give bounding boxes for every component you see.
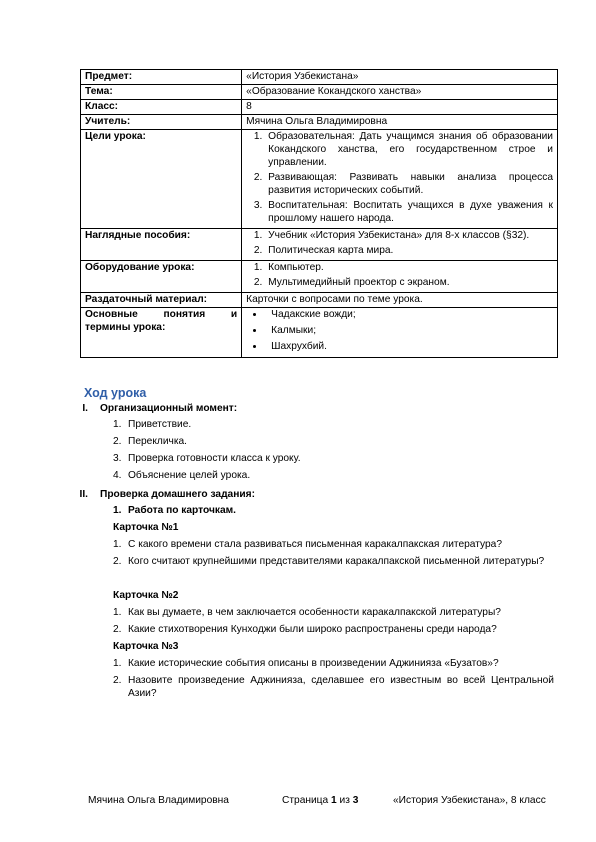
aids-value [242,229,558,261]
list-item: • Чадакские вожди; [265,308,553,321]
table-row [81,85,558,100]
card-title [0,589,596,606]
lesson-flow-heading: Ход урока [84,386,147,400]
item-text: Назовите произведение Аджинияза, сделавшее его известным во всей Центральной Азии? [128,675,554,699]
item-number: 3. [113,453,122,464]
list-item: 1. Учебник «История Узбекистана» для 8-х классов (§32). [265,229,553,242]
list-item: 2. Развивающая: Развивать навыки анализа процесса развития исторических событий. [265,171,553,197]
page-number: 1 [331,795,337,806]
terms-label-word: и [230,309,238,320]
item-text: Работа по карточкам. [128,505,237,516]
item-text: Как вы думаете, в чем заключается особенности каракалпакской литературы? [128,607,501,618]
section-heading [0,402,596,418]
item-number: 1. [113,607,122,618]
list-item: 3. Воспитательная: Воспитать учащихся в духе уважения к прошлому нашего народа. [265,199,553,225]
item-text: Перекличка. [128,436,188,447]
list-item: 2. Политическая карта мира. [265,244,553,257]
of-word: из [339,795,350,806]
item-text: Кого считают крупнейшими представителями каракалпакской письменной литературы? [128,556,545,567]
equipment-list [246,261,553,289]
table-row [81,100,558,115]
table-row [81,261,558,293]
item-text: Объяснение целей урока. [128,470,251,481]
terms-label-word: Основные [85,309,138,320]
page-word: Страница [282,795,329,806]
aids-label: Наглядные пособия: [81,229,242,261]
table-row [81,229,558,261]
item-number: 1. [113,539,122,550]
topic-label: Тема: [81,85,242,100]
terms-list [246,308,553,353]
footer-page-counter [282,795,358,806]
section-title: Организационный момент: [100,403,238,414]
lesson-flow [0,402,596,708]
table-row [81,130,558,229]
terms-value [242,308,558,358]
card-title-text: Карточка №2 [113,590,179,601]
page-total: 3 [352,795,359,806]
terms-label [81,308,242,358]
terms-label-line [85,308,237,321]
table-row [81,115,558,130]
item-number: 4. [113,470,122,481]
terms-label-line: термины урока: [85,322,166,333]
item-number: 2. [113,624,122,635]
list-item: • Калмыки; [265,324,553,337]
list-item: 1. Компьютер. [265,261,553,274]
equipment-value [242,261,558,293]
table-row [81,70,558,85]
list-item [0,418,596,435]
card-title-text: Карточка №3 [113,641,179,652]
section-heading [0,488,596,504]
section-number: II. [79,489,88,500]
table-row [81,308,558,358]
grade-value: 8 [242,100,558,115]
item-number: 2. [113,675,122,686]
item-text: Какие стихотворения Кунходжи были широко распространены среди народа? [128,624,497,635]
item-number: 2. [113,556,122,567]
footer-author: Мячина Ольга Владимировна [88,795,229,806]
terms-label-word: понятия [163,309,206,320]
subject-label: Предмет: [81,70,242,85]
card-title [0,521,596,538]
table-row [81,293,558,308]
list-item: 2. Мультимедийный проектор с экраном. [265,276,553,289]
lesson-info-table [80,69,558,358]
item-number: 1. [113,658,122,669]
item-text: Проверка готовности класса к уроку. [128,453,301,464]
item-number: 1. [113,505,122,516]
list-item: • Шахрухбий. [265,340,553,353]
item-text: С какого времени стала развиваться письменная каракалпакская литература? [128,539,502,550]
topic-value: «Образование Кокандского ханства» [242,85,558,100]
list-item [0,452,596,469]
list-item: 1. Образовательная: Дать учащимся знания об образовании Кокандского ханства, его государственном строе и управлении. [265,130,553,169]
goals-label: Цели урока: [81,130,242,229]
equipment-label: Оборудование урока: [81,261,242,293]
list-item [0,504,596,521]
list-item [0,538,596,555]
list-item [0,606,596,623]
teacher-value: Мячина Ольга Владимировна [242,115,558,130]
list-item [0,555,596,589]
list-item [0,623,596,640]
grade-label: Класс: [81,100,242,115]
item-text: Приветствие. [128,419,192,430]
teacher-label: Учитель: [81,115,242,130]
card-title [0,640,596,657]
card-title-text: Карточка №1 [113,522,179,533]
section-number: I. [82,403,88,414]
section-title: Проверка домашнего задания: [100,489,255,500]
item-number: 2. [113,436,122,447]
list-item [0,469,596,486]
handout-value: Карточки с вопросами по теме урока. [242,293,558,308]
item-number: 1. [113,419,122,430]
list-item [0,674,596,708]
list-item [0,435,596,452]
goals-value [242,130,558,229]
subject-value: «История Узбекистана» [242,70,558,85]
footer-course: «История Узбекистана», 8 класс [393,795,546,806]
aids-list [246,229,553,257]
item-text: Какие исторические события описаны в произведении Аджинияза «Бузатов»? [128,658,499,669]
list-item [0,657,596,674]
handout-label: Раздаточный материал: [81,293,242,308]
goals-list [246,130,553,225]
